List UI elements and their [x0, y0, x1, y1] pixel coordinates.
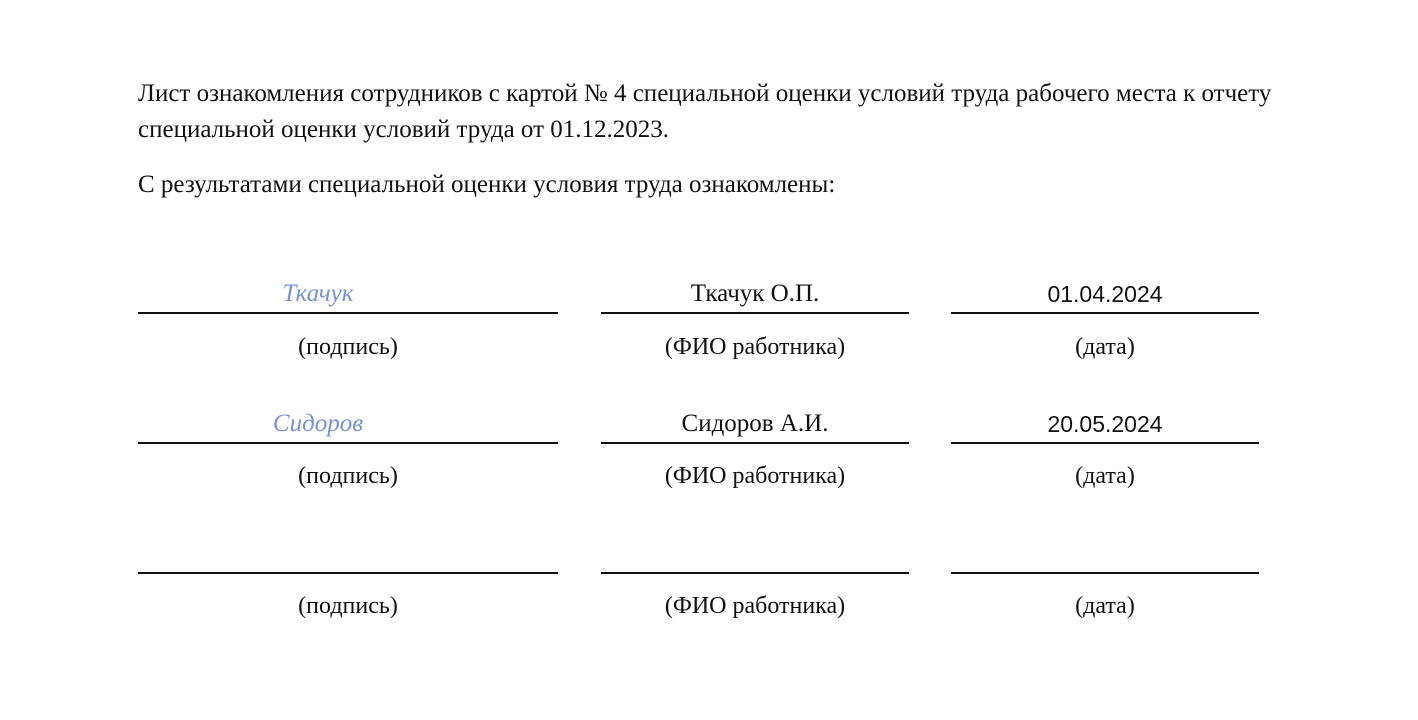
- date-field: [951, 408, 1259, 444]
- signature-field: [138, 408, 558, 444]
- employee-name: Ткачук О.П.: [690, 280, 820, 307]
- signature-caption: (подпись): [298, 334, 398, 360]
- name-caption: (ФИО работника): [664, 463, 846, 489]
- employee-name-field: [601, 408, 909, 444]
- signature-caption: (подпись): [298, 593, 398, 619]
- date-caption: (дата): [1075, 334, 1135, 360]
- date-caption: (дата): [1075, 463, 1135, 489]
- employee-name-field: [601, 278, 909, 314]
- employee-name-field: [601, 538, 909, 574]
- signature-field: [138, 278, 558, 314]
- date-value: 01.04.2024: [1047, 281, 1163, 307]
- document-title: Лист ознакомления сотрудников с картой № 4 специальной оценки условий труда рабочего места к отчету специальной оценки условий труда от 01.12.2023.: [138, 80, 1272, 143]
- date-caption: (дата): [1075, 593, 1135, 619]
- name-caption: (ФИО работника): [664, 593, 846, 619]
- date-field: [951, 538, 1259, 574]
- date-value: 20.05.2024: [1047, 411, 1163, 437]
- name-caption: (ФИО работника): [664, 334, 846, 360]
- signature-caption: (подпись): [298, 463, 398, 489]
- employee-name: Сидоров А.И.: [681, 410, 829, 437]
- signature-field: [138, 538, 558, 574]
- handwritten-signature: Сидоров: [272, 410, 364, 437]
- handwritten-signature: Ткачук: [282, 280, 354, 307]
- intro-text: С результатами специальной оценки условия труда ознакомлены:: [138, 171, 836, 198]
- date-field: [951, 278, 1259, 314]
